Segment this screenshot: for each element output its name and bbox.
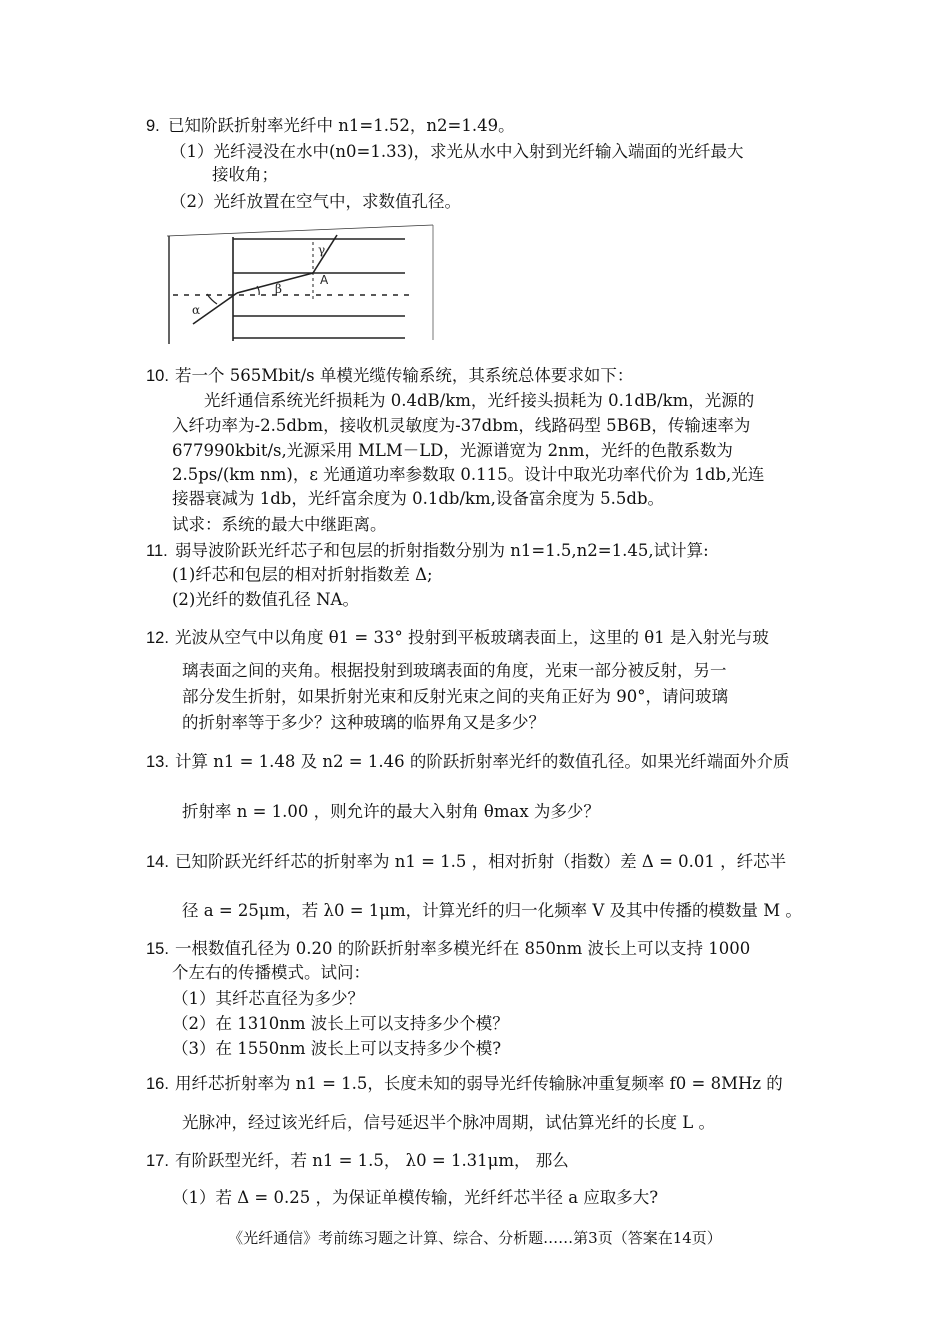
q10-number: 10. <box>146 367 169 385</box>
q14-line2: 径 a = 25μm，若 λ0 = 1μm，计算光纤的归一化频率 V 及其中传播的模数量 M 。 <box>182 901 802 920</box>
q15-part1: （1）其纤芯直径为多少？ <box>172 989 364 1008</box>
q14-line1: 已知阶跃光纤纤芯的折射率为 n1 = 1.5 ，相对折射（指数）差 Δ = 0.01 ，纤芯半 <box>175 852 787 871</box>
q10-line3: 入纤功率为-2.5dbm，接收机灵敏度为-37dbm，线路码型 5B6B，传输速率为 <box>172 416 751 435</box>
q17-line1: 有阶跃型光纤，若 n1 = 1.5， λ0 = 1.31μm， 那么 <box>175 1151 569 1170</box>
q11-part2: (2)光纤的数值孔径 NA。 <box>172 590 359 609</box>
q9-part1: （1）光纤浸没在水中(n0=1.33)，求光从水中入射到光纤输入端面的光纤最大 <box>170 142 744 161</box>
alpha-label: α <box>192 303 201 317</box>
q12-line1: 光波从空气中以角度 θ1 = 33° 投射到平板玻璃表面上，这里的 θ1 是入射光与玻 <box>175 628 769 647</box>
q11-text: 弱导波阶跃光纤芯子和包层的折射指数分别为 n1=1.5,n2=1.45,试计算: <box>175 541 709 560</box>
q13-number: 13. <box>146 753 169 771</box>
q15-line2: 个左右的传播模式。试问： <box>172 963 370 982</box>
q15-part2: （2）在 1310nm 波长上可以支持多少个模？ <box>172 1014 509 1033</box>
q10-line6: 接器衰减为 1db，光纤富余度为 0.1db/km,设备富余度为 5.5db。 <box>172 489 665 508</box>
q10-line2: 光纤通信系统光纤损耗为 0.4dB/km，光纤接头损耗为 0.1dB/km，光源的 <box>204 391 755 410</box>
q9-text: 已知阶跃折射率光纤中 n1=1.52，n2=1.49。 <box>168 116 515 135</box>
q10-line5: 2.5ps/(km nm)，ε 光通道功率参数取 0.115。设计中取光功率代价为 1db,光连 <box>172 465 765 484</box>
q16-number: 16. <box>146 1075 169 1093</box>
q14-number: 14. <box>146 853 169 871</box>
point-a-label: A <box>320 273 329 287</box>
q9-part1-cont: 接收角； <box>212 165 278 184</box>
beta-label: β <box>275 282 282 296</box>
q12-line3: 部分发生折射，如果折射光束和反射光束之间的夹角正好为 90°，请问玻璃 <box>182 687 728 706</box>
q12-line4: 的折射率等于多少？这种玻璃的临界角又是多少？ <box>182 713 545 732</box>
q13-line2: 折射率 n = 1.00 ，则允许的最大入射角 θmax 为多少？ <box>182 802 600 821</box>
q10-text: 若一个 565Mbit/s 单模光缆传输系统，其系统总体要求如下： <box>175 366 634 385</box>
fiber-diagram <box>165 222 437 347</box>
q17-number: 17. <box>146 1152 169 1170</box>
q9-number: 9. <box>146 117 160 135</box>
q16-line2: 光脉冲，经过该光纤后，信号延迟半个脉冲周期，试估算光纤的长度 L 。 <box>182 1113 715 1132</box>
q15-number: 15. <box>146 940 169 958</box>
q17-part1: （1）若 Δ = 0.25 ，为保证单模传输，光纤纤芯半径 a 应取多大? <box>172 1188 659 1207</box>
q11-number: 11. <box>146 542 168 560</box>
q12-number: 12. <box>146 629 169 647</box>
q16-line1: 用纤芯折射率为 n1 = 1.5，长度未知的弱导光纤传输脉冲重复频率 f0 = 8MHz 的 <box>175 1074 783 1093</box>
q13-line1: 计算 n1 = 1.48 及 n2 = 1.46 的阶跃折射率光纤的数值孔径。如果光纤端面外介质 <box>175 752 790 771</box>
q11-part1: (1)纤芯和包层的相对折射指数差 Δ; <box>172 565 433 584</box>
q10-line4: 677990kbit/s,光源采用 MLM－LD，光源谱宽为 2nm，光纤的色散系数为 <box>172 441 733 460</box>
page-footer: 《光纤通信》考前练习题之计算、综合、分析题……第3页（答案在14页） <box>228 1229 722 1247</box>
q12-line2: 璃表面之间的夹角。根据投射到玻璃表面的角度，光束一部分被反射，另一 <box>182 661 727 680</box>
q15-part3: （3）在 1550nm 波长上可以支持多少个模? <box>172 1039 502 1058</box>
q15-line1: 一根数值孔径为 0.20 的阶跃折射率多模光纤在 850nm 波长上可以支持 1000 <box>175 939 751 958</box>
gamma-label: γ <box>318 243 326 257</box>
q9-part2: （2）光纤放置在空气中，求数值孔径。 <box>170 192 461 211</box>
q10-question: 试求：系统的最大中继距离。 <box>172 515 387 534</box>
